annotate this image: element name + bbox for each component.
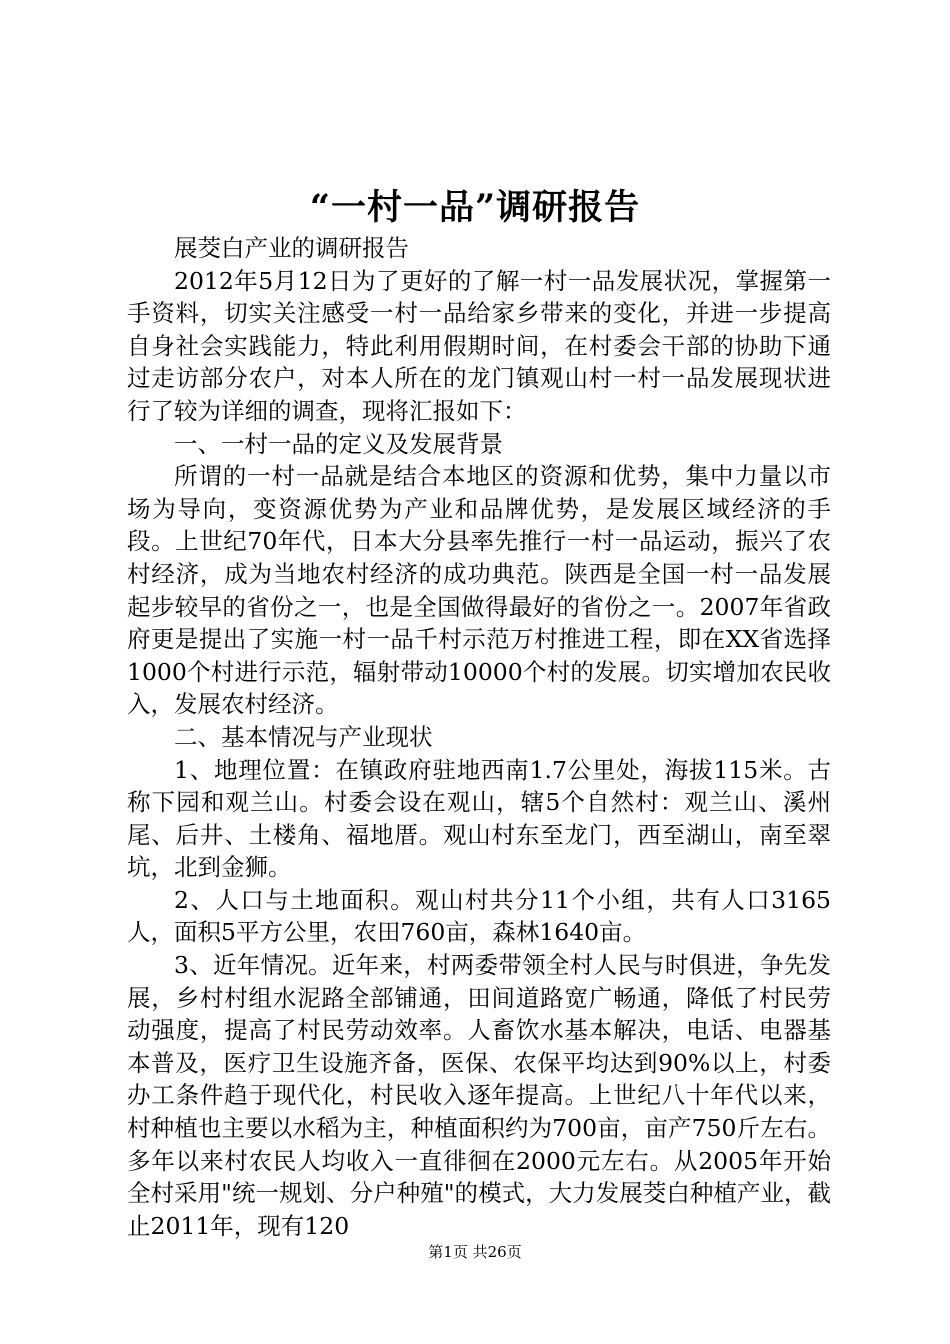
subtitle-paragraph: 展茭白产业的调研报告 [174, 234, 409, 262]
page-number-footer: 第1页 共26页 [428, 1243, 522, 1261]
recent-situation-paragraph: 3、近年情况。近年来，村两委带领全村人民与时俱进，争先发展，乡村村组水泥路全部铺通，田间道路宽广畅通，降低了村民劳动强度，提高了村民劳动效率。人畜饮水基本解决，电话、电器基本普及，医疗卫生设施齐备，医保、农保平均达到90%以上，村委办工条件趋于现代化，村民收入逐年提高。上世纪八十年代以来，村种植也主要以水稻为主，种植面积约为700亩，亩产750斤左右。多年以来村农民人均收入一直徘徊在2000元左右。从2005年开始全村采用"统一规划、分户种殖"的模式，大力发展茭白种植产业，截止2011年，现有120 [127, 951, 831, 1240]
population-paragraph: 2、人口与土地面积。观山村共分11个小组，共有人口3165人，面积5平方公里，农田760亩，森林1640亩。 [127, 885, 831, 947]
definition-paragraph: 所谓的一村一品就是结合本地区的资源和优势，集中力量以市场为导向，变资源优势为产业和品牌优势，是发展区域经济的手段。上世纪70年代，日本大分县率先推行一村一品运动，振兴了农村经济，成为当地农村经济的成功典范。陕西是全国一村一品发展起步较早的省份之一，也是全国做得最好的省份之一。2007年省政府更是提出了实施一村一品千村示范万村推进工程，即在XX省选择1000个村进行示范，辐射带动10000个村的发展。切实增加农民收入，发展农村经济。 [127, 462, 831, 719]
intro-paragraph: 2012年5月12日为了更好的了解一村一品发展状况，掌握第一手资料，切实关注感受一村一品给家乡带来的变化，并进一步提高自身社会实践能力，特此利用假期时间，在村委会干部的协助下通过走访部分农户，对本人所在的龙门镇观山村一村一品发展现状进行了较为详细的调查，现将汇报如下： [127, 266, 831, 425]
document-body [127, 232, 831, 1242]
location-paragraph: 1、地理位置：在镇政府驻地西南1.7公里处，海拔115米。古称下园和观兰山。村委会设在观山，辖5个自然村：观兰山、溪州尾、后井、土楼角、福地厝。观山村东至龙门，西至湖山，南至翠坑，北到金狮。 [127, 755, 831, 882]
section-heading-1: 一、一村一品的定义及发展背景 [174, 429, 503, 458]
document-title: “一村一品”调研报告 [309, 187, 641, 228]
section-heading-2: 二、基本情况与产业现状 [174, 722, 433, 751]
